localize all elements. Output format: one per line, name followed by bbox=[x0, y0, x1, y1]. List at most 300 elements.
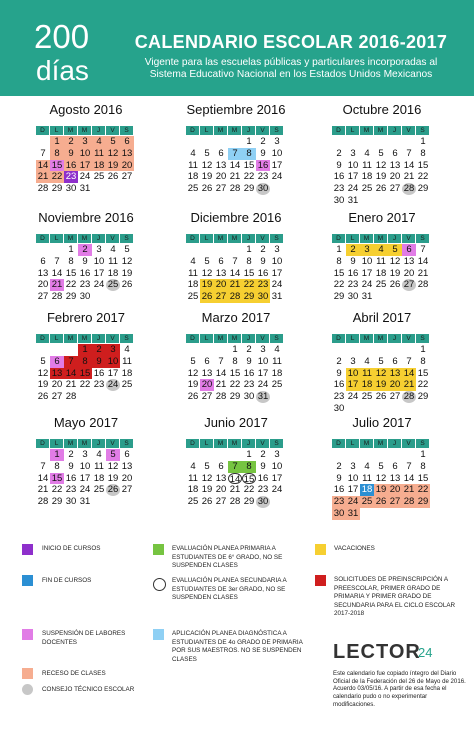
day-cell: 21 bbox=[417, 267, 429, 279]
day-cell: 11 bbox=[188, 267, 198, 279]
day-cell: 1 bbox=[50, 449, 64, 461]
day-cell: 25 bbox=[187, 496, 199, 508]
day-cell: 11 bbox=[188, 159, 198, 171]
empty-day bbox=[360, 136, 374, 148]
day-cell: 24 bbox=[271, 171, 283, 183]
day-cell: 18 bbox=[375, 267, 387, 279]
weekday-header bbox=[332, 334, 432, 343]
day-cell: 25 bbox=[187, 183, 199, 195]
day-cell: 26 bbox=[107, 171, 119, 183]
day-cell: 9 bbox=[336, 159, 342, 171]
weekday-label: M bbox=[214, 334, 228, 343]
weekday-label: S bbox=[270, 126, 284, 135]
empty-day bbox=[228, 449, 242, 461]
day-cell: 25 bbox=[361, 496, 373, 508]
day-cell: 2 bbox=[260, 244, 266, 255]
month-calendar bbox=[36, 102, 136, 195]
weekday-label: V bbox=[106, 334, 120, 343]
empty-day bbox=[200, 244, 214, 256]
day-cell: 16 bbox=[257, 472, 269, 484]
legend-swatch-suspension bbox=[22, 629, 33, 640]
day-cell: 22 bbox=[243, 484, 255, 496]
day-cell: 24 bbox=[257, 379, 269, 391]
day-cell: 18 bbox=[121, 367, 133, 379]
day-cell: 26 bbox=[375, 496, 387, 508]
weekday-label: S bbox=[416, 126, 430, 135]
day-cell: 16 bbox=[347, 267, 359, 279]
day-cell: 18 bbox=[187, 171, 199, 183]
weekday-label: S bbox=[270, 334, 284, 343]
month-title: Noviembre 2016 bbox=[38, 210, 134, 225]
month-calendar bbox=[332, 102, 432, 207]
day-cell: 15 bbox=[79, 367, 91, 379]
day-grid bbox=[332, 449, 432, 520]
day-cell: 19 bbox=[375, 379, 387, 391]
weekday-label: M bbox=[78, 234, 92, 243]
day-cell: 22 bbox=[243, 279, 255, 291]
day-cell: 21 bbox=[229, 171, 241, 183]
day-cell: 18 bbox=[271, 367, 283, 379]
empty-day bbox=[50, 344, 64, 356]
day-cell: 10 bbox=[347, 159, 359, 171]
day-cell: 5 bbox=[378, 460, 384, 472]
legend-swatch-planea-primaria bbox=[153, 544, 164, 555]
day-cell: 12 bbox=[375, 472, 387, 484]
day-cell: 1 bbox=[420, 344, 426, 355]
day-cell: 27 bbox=[121, 484, 133, 496]
day-cell: 15 bbox=[243, 159, 255, 171]
day-cell: 11 bbox=[362, 159, 372, 171]
day-cell: 11 bbox=[108, 255, 118, 267]
day-cell: 4 bbox=[92, 136, 106, 148]
month-title: Enero 2017 bbox=[348, 210, 416, 225]
day-cell: 22 bbox=[51, 171, 63, 183]
day-cell: 15 bbox=[417, 472, 429, 484]
day-cell: 30 bbox=[257, 496, 269, 508]
weekday-label: V bbox=[402, 126, 416, 135]
weekday-header bbox=[186, 126, 286, 135]
day-cell: 29 bbox=[243, 291, 255, 303]
day-cell: 17 bbox=[361, 267, 373, 279]
day-cell: 18 bbox=[187, 484, 199, 496]
month-calendar bbox=[36, 210, 136, 303]
weekday-label: L bbox=[346, 334, 360, 343]
day-cell: 19 bbox=[389, 267, 401, 279]
day-cell: 30 bbox=[257, 291, 269, 303]
day-cell: 17 bbox=[347, 484, 359, 496]
day-cell: 1 bbox=[336, 244, 342, 255]
day-cell: 4 bbox=[190, 147, 196, 159]
day-cell: 20 bbox=[201, 379, 213, 391]
page-title: CALENDARIO ESCOLAR 2016-2017 bbox=[134, 32, 448, 52]
weekday-label: L bbox=[50, 234, 64, 243]
day-cell: 26 bbox=[201, 291, 213, 303]
day-cell: 10 bbox=[361, 255, 373, 267]
empty-day bbox=[64, 344, 78, 356]
day-cell: 1 bbox=[246, 244, 252, 255]
weekday-header bbox=[332, 126, 432, 135]
day-cell: 10 bbox=[347, 367, 359, 379]
empty-day bbox=[402, 136, 416, 148]
empty-day bbox=[186, 244, 200, 256]
day-cell: 1 bbox=[68, 244, 74, 255]
day-cell: 24 bbox=[361, 279, 373, 291]
day-cell: 15 bbox=[51, 472, 63, 484]
weekday-label: M bbox=[78, 439, 92, 448]
day-cell: 29 bbox=[65, 291, 77, 303]
day-cell: 14 bbox=[229, 267, 241, 279]
weekday-label: M bbox=[374, 334, 388, 343]
day-cell: 27 bbox=[121, 171, 133, 183]
day-cell: 30 bbox=[333, 194, 345, 206]
day-cell: 15 bbox=[65, 267, 77, 279]
day-cell: 9 bbox=[68, 460, 74, 472]
month-calendar bbox=[186, 310, 286, 403]
weekday-label: D bbox=[332, 439, 346, 448]
weekday-label: J bbox=[92, 334, 106, 343]
day-cell: 5 bbox=[388, 244, 402, 256]
day-cell: 2 bbox=[260, 136, 266, 147]
day-cell: 2 bbox=[260, 449, 266, 460]
day-cell: 14 bbox=[403, 367, 415, 379]
day-cell: 5 bbox=[106, 449, 120, 461]
day-cell: 19 bbox=[37, 379, 49, 391]
legend-swatch-receso bbox=[22, 668, 33, 679]
day-cell: 15 bbox=[229, 367, 241, 379]
day-grid bbox=[186, 244, 286, 303]
day-cell: 20 bbox=[121, 159, 133, 171]
day-cell: 6 bbox=[50, 356, 64, 368]
weekday-header bbox=[186, 234, 286, 243]
day-cell: 25 bbox=[107, 279, 119, 291]
weekday-label: S bbox=[416, 234, 430, 243]
day-cell: 19 bbox=[121, 267, 133, 279]
day-cell: 14 bbox=[403, 472, 415, 484]
day-cell: 9 bbox=[246, 355, 252, 367]
month-calendar bbox=[36, 415, 136, 508]
legend-label: SOLICITUDES DE PREINSCRIPCIÓN A PREESCOLAR, PRIMER GRADO DE PRIMARIA Y PRIMER GRADO DE SECUNDARIA PARA EL CICLO ESCOLAR 2017-2018 bbox=[334, 576, 456, 617]
day-cell: 17 bbox=[79, 472, 91, 484]
day-cell: 29 bbox=[417, 183, 429, 195]
month-title: Febrero 2017 bbox=[46, 310, 126, 325]
weekday-label: J bbox=[388, 234, 402, 243]
day-cell: 8 bbox=[246, 255, 252, 267]
day-cell: 26 bbox=[375, 391, 387, 403]
day-cell: 5 bbox=[106, 136, 120, 148]
day-cell: 20 bbox=[51, 379, 63, 391]
weekday-label: M bbox=[214, 234, 228, 243]
month-title: Junio 2017 bbox=[204, 415, 268, 430]
weekday-label: M bbox=[360, 439, 374, 448]
day-cell: 22 bbox=[417, 379, 429, 391]
day-cell: 12 bbox=[201, 267, 213, 279]
day-cell: 28 bbox=[37, 183, 49, 195]
weekday-label: L bbox=[346, 126, 360, 135]
day-cell: 3 bbox=[260, 344, 266, 355]
day-cell: 18 bbox=[187, 279, 199, 291]
day-cell: 9 bbox=[92, 356, 106, 368]
day-cell: 8 bbox=[242, 148, 256, 160]
day-cell: 2 bbox=[64, 136, 78, 148]
day-cell: 9 bbox=[260, 147, 266, 159]
day-cell: 21 bbox=[229, 484, 241, 496]
day-cell: 23 bbox=[65, 171, 77, 183]
day-cell: 28 bbox=[229, 496, 241, 508]
day-cell: 13 bbox=[389, 159, 401, 171]
weekday-label: L bbox=[200, 234, 214, 243]
legend-label: EVALUACIÓN PLANEA SECUNDARIA A ESTUDIANTES DE 3er GRADO, NO SE SUSPENDEN CLASES bbox=[172, 577, 287, 601]
day-cell: 22 bbox=[229, 379, 241, 391]
day-cell: 23 bbox=[257, 171, 269, 183]
day-cell: 18 bbox=[93, 472, 105, 484]
day-cell: 11 bbox=[122, 355, 132, 367]
day-cell: 13 bbox=[403, 255, 415, 267]
day-cell: 2 bbox=[336, 355, 342, 367]
day-cell: 13 bbox=[121, 460, 133, 472]
days-count: 200 bbox=[34, 18, 90, 55]
day-cell: 14 bbox=[417, 255, 429, 267]
empty-day bbox=[360, 449, 374, 461]
weekday-label: J bbox=[242, 234, 256, 243]
day-cell: 29 bbox=[229, 391, 241, 403]
day-cell: 22 bbox=[333, 279, 345, 291]
legend-swatch-fin bbox=[22, 575, 33, 586]
day-cell: 4 bbox=[110, 244, 116, 255]
empty-day bbox=[214, 136, 228, 148]
day-cell: 28 bbox=[215, 391, 227, 403]
day-cell: 2 bbox=[346, 244, 360, 256]
day-grid bbox=[186, 136, 286, 195]
day-cell: 28 bbox=[417, 279, 429, 291]
month-calendar bbox=[36, 310, 136, 403]
day-cell: 21 bbox=[403, 379, 415, 391]
day-cell: 6 bbox=[218, 147, 224, 159]
day-cell: 14 bbox=[403, 159, 415, 171]
day-grid bbox=[186, 449, 286, 508]
day-cell: 3 bbox=[78, 136, 92, 148]
day-cell: 23 bbox=[65, 484, 77, 496]
day-cell: 11 bbox=[188, 472, 198, 484]
legend-label: INICIO DE CURSOS bbox=[42, 545, 101, 552]
weekday-header bbox=[332, 439, 432, 448]
day-cell: 3 bbox=[274, 449, 280, 460]
day-cell: 8 bbox=[420, 355, 426, 367]
legend-swatch-vacaciones bbox=[315, 544, 326, 555]
day-cell: 3 bbox=[350, 355, 356, 367]
day-cell: 28 bbox=[51, 291, 63, 303]
day-cell: 15 bbox=[333, 267, 345, 279]
day-cell: 12 bbox=[37, 367, 49, 379]
empty-day bbox=[50, 244, 64, 256]
day-cell: 3 bbox=[106, 344, 120, 356]
day-cell: 17 bbox=[347, 379, 359, 391]
legend-label: RECESO DE CLASES bbox=[42, 670, 106, 677]
day-cell: 23 bbox=[79, 279, 91, 291]
day-cell: 23 bbox=[333, 496, 345, 508]
day-cell: 7 bbox=[54, 255, 60, 267]
weekday-label: V bbox=[106, 234, 120, 243]
day-cell: 22 bbox=[417, 484, 429, 496]
weekday-label: V bbox=[402, 334, 416, 343]
day-cell: 14 bbox=[215, 367, 227, 379]
day-cell: 8 bbox=[420, 147, 426, 159]
day-cell: 20 bbox=[403, 267, 415, 279]
day-cell: 27 bbox=[215, 291, 227, 303]
logo-number: 24 bbox=[418, 645, 433, 660]
day-cell: 14 bbox=[51, 267, 63, 279]
day-cell: 29 bbox=[417, 391, 429, 403]
day-cell: 5 bbox=[204, 147, 210, 159]
legend-label: SUSPENSIÓN DE LABORES DOCENTES bbox=[42, 630, 126, 646]
weekday-label: M bbox=[214, 126, 228, 135]
day-cell: 10 bbox=[257, 355, 269, 367]
weekday-label: D bbox=[332, 334, 346, 343]
day-cell: 27 bbox=[215, 496, 227, 508]
weekday-label: V bbox=[256, 439, 270, 448]
weekday-label: V bbox=[256, 234, 270, 243]
day-cell: 11 bbox=[376, 255, 386, 267]
weekday-label: M bbox=[360, 334, 374, 343]
header-banner bbox=[0, 0, 474, 96]
day-cell: 24 bbox=[271, 484, 283, 496]
day-cell: 10 bbox=[93, 255, 105, 267]
day-cell: 8 bbox=[232, 355, 238, 367]
day-cell: 23 bbox=[333, 391, 345, 403]
day-cell: 10 bbox=[347, 472, 359, 484]
day-cell: 6 bbox=[218, 460, 224, 472]
weekday-header bbox=[36, 234, 136, 243]
day-cell: 22 bbox=[243, 171, 255, 183]
day-cell: 20 bbox=[389, 171, 401, 183]
day-grid bbox=[36, 244, 136, 303]
empty-day bbox=[200, 449, 214, 461]
day-cell: 8 bbox=[54, 460, 60, 472]
empty-day bbox=[374, 344, 388, 356]
month-calendar bbox=[332, 210, 432, 303]
day-cell: 16 bbox=[93, 367, 105, 379]
empty-day bbox=[228, 136, 242, 148]
day-cell: 21 bbox=[65, 379, 77, 391]
day-cell: 31 bbox=[79, 496, 91, 508]
day-cell: 4 bbox=[364, 355, 370, 367]
day-cell: 29 bbox=[51, 496, 63, 508]
legend-label: VACACIONES bbox=[334, 545, 375, 552]
lector24-logo bbox=[333, 640, 443, 664]
day-cell: 25 bbox=[187, 291, 199, 303]
day-cell: 10 bbox=[271, 460, 283, 472]
day-cell: 9 bbox=[350, 255, 356, 267]
day-cell: 31 bbox=[347, 194, 359, 206]
day-cell: 10 bbox=[271, 147, 283, 159]
day-cell: 6 bbox=[120, 136, 134, 148]
month-title: Septiembre 2016 bbox=[186, 102, 286, 117]
day-cell: 2 bbox=[246, 344, 252, 355]
day-cell: 5 bbox=[190, 355, 196, 367]
day-cell: 30 bbox=[65, 496, 77, 508]
weekday-label: D bbox=[36, 334, 50, 343]
day-cell: 14 bbox=[65, 367, 77, 379]
weekday-label: M bbox=[374, 439, 388, 448]
weekday-label: J bbox=[242, 334, 256, 343]
legend-swatch-planea-diagnostica bbox=[153, 629, 164, 640]
empty-day bbox=[346, 136, 360, 148]
day-cell: 18 bbox=[361, 379, 373, 391]
day-cell: 19 bbox=[201, 484, 213, 496]
day-cell: 7 bbox=[406, 460, 412, 472]
weekday-label: D bbox=[36, 126, 50, 135]
day-cell: 13 bbox=[121, 147, 133, 159]
weekday-label: M bbox=[360, 126, 374, 135]
month-title: Octubre 2016 bbox=[342, 102, 422, 117]
day-cell: 13 bbox=[215, 267, 227, 279]
weekday-label: M bbox=[360, 234, 374, 243]
day-cell: 4 bbox=[374, 244, 388, 256]
day-cell: 3 bbox=[360, 244, 374, 256]
day-cell: 25 bbox=[271, 379, 283, 391]
day-cell: 30 bbox=[333, 507, 345, 519]
day-cell: 31 bbox=[79, 183, 91, 195]
weekday-label: M bbox=[64, 439, 78, 448]
day-cell: 7 bbox=[40, 460, 46, 472]
weekday-label: S bbox=[270, 439, 284, 448]
weekday-label: D bbox=[186, 234, 200, 243]
day-cell: 10 bbox=[79, 147, 91, 159]
weekday-label: M bbox=[228, 439, 242, 448]
weekday-label: M bbox=[228, 126, 242, 135]
day-cell: 6 bbox=[218, 255, 224, 267]
day-cell: 1 bbox=[246, 136, 252, 147]
day-cell: 25 bbox=[93, 484, 105, 496]
day-cell: 27 bbox=[389, 496, 401, 508]
day-cell: 30 bbox=[347, 291, 359, 303]
empty-day bbox=[200, 344, 214, 356]
day-cell: 7 bbox=[218, 355, 224, 367]
weekday-label: J bbox=[92, 126, 106, 135]
day-cell: 26 bbox=[121, 279, 133, 291]
legend-swatch-inicio bbox=[22, 544, 33, 555]
empty-day bbox=[36, 449, 50, 461]
day-cell: 20 bbox=[389, 379, 401, 391]
weekday-label: J bbox=[388, 126, 402, 135]
day-cell: 2 bbox=[336, 460, 342, 472]
day-cell: 26 bbox=[201, 183, 213, 195]
day-cell: 7 bbox=[420, 244, 426, 255]
empty-day bbox=[36, 244, 50, 256]
day-cell: 5 bbox=[124, 244, 130, 255]
logo-word: LECTOR bbox=[333, 641, 421, 663]
day-cell: 9 bbox=[260, 255, 266, 267]
day-cell: 18 bbox=[361, 171, 373, 183]
day-cell: 24 bbox=[271, 279, 283, 291]
day-cell: 23 bbox=[243, 379, 255, 391]
month-calendar bbox=[186, 102, 286, 195]
day-cell: 13 bbox=[215, 472, 227, 484]
day-cell: 9 bbox=[336, 472, 342, 484]
weekday-label: V bbox=[106, 126, 120, 135]
day-cell: 16 bbox=[333, 171, 345, 183]
day-cell: 17 bbox=[107, 367, 119, 379]
weekday-label: V bbox=[256, 334, 270, 343]
weekday-label: L bbox=[200, 126, 214, 135]
month-calendar bbox=[186, 210, 286, 303]
day-cell: 1 bbox=[420, 449, 426, 460]
weekday-label: S bbox=[120, 234, 134, 243]
month-calendar bbox=[332, 415, 432, 520]
day-cell: 21 bbox=[403, 484, 415, 496]
weekday-label: S bbox=[120, 126, 134, 135]
day-cell: 8 bbox=[68, 255, 74, 267]
weekday-label: M bbox=[374, 234, 388, 243]
